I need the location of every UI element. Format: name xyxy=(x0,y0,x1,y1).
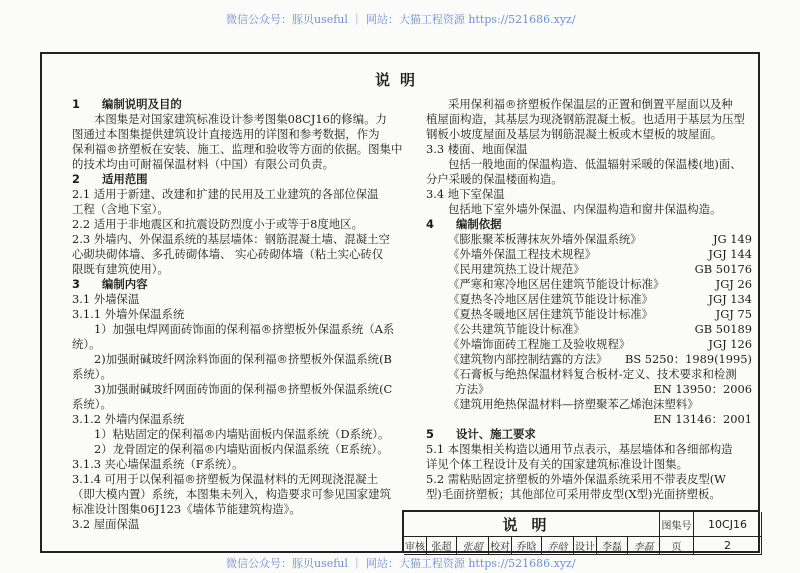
line-text: 包括一般地面的保温构造、低温辐射采暖的保温楼(地)面、 xyxy=(448,157,742,171)
line-text: 2.1 适用于新建、改建和扩建的民用及工业建筑的各部位保温 xyxy=(72,187,379,201)
reference-line xyxy=(426,367,752,382)
reference-line xyxy=(426,352,752,367)
line-text: 编制依据 xyxy=(456,217,502,231)
design-label: 设计 xyxy=(574,537,597,555)
line-text: 3.1.4 可用于以保利福®挤塑板为保温材料的无网现浇混凝土 xyxy=(72,472,378,486)
line-text: 2.3 外墙内、外保温系统的基层墙体：钢筋混凝土墙、混凝土空 xyxy=(72,232,390,246)
standard-code: JGJ 26 xyxy=(715,277,752,291)
standard-code: JGJ 134 xyxy=(708,292,752,306)
text-line xyxy=(72,307,394,322)
section-number: 5 xyxy=(426,427,434,441)
check-label: 校对 xyxy=(489,537,512,555)
title-block-title: 说明 xyxy=(404,512,660,537)
text-line xyxy=(72,382,394,397)
line-text: 包括地下室外墙外保温、内保温构造和窗井保温构造。 xyxy=(448,202,722,216)
standard-code: BS 5250：1989(1995) xyxy=(624,352,752,366)
reference-line xyxy=(426,232,752,247)
line-text: 本图集是对国家建筑标准设计参考图集08CJ16的修编。力 xyxy=(94,112,387,126)
text-line xyxy=(72,397,394,412)
text-line xyxy=(72,262,394,277)
page-title: 说明 xyxy=(374,71,425,89)
line-text: 统）。 xyxy=(72,337,101,351)
line-text: （即大模内置）系统，本图集未列入，构造要求可参见国家建筑 xyxy=(72,487,391,501)
line-text: 采用保利福®挤塑板作保温层的正置和倒置平屋面以及种 xyxy=(448,97,733,111)
text-line xyxy=(72,442,394,457)
text-line xyxy=(426,112,752,127)
line-text: 《夏热冬暖地区居住建筑节能设计标准》 xyxy=(448,307,654,321)
line-text: 2)加强耐碱玻纤网涂料饰面的保利福®挤塑板外保温系统(B xyxy=(94,352,392,366)
text-line xyxy=(72,142,403,157)
reviewer-name: 张超 xyxy=(427,537,457,555)
line-text: 3.1 外墙保温 xyxy=(72,292,140,306)
line-text: 《建筑物内部控制结露的方法》 xyxy=(448,352,608,366)
text-line xyxy=(72,202,394,217)
line-text: 标准设计图集06J123《墙体节能建筑构造》。 xyxy=(72,502,301,516)
section-heading xyxy=(72,97,394,112)
line-text: 钢板小坡度屋面及基层为钢筋混凝土板或木望板的坡屋面。 xyxy=(426,127,723,141)
line-text: 《石膏板与绝热保温材料复合板材-定义、技术要求和检测 xyxy=(448,367,737,381)
text-line xyxy=(426,172,752,187)
page-label: 页 xyxy=(660,537,694,555)
text-line xyxy=(72,502,394,517)
text-line xyxy=(72,292,394,307)
line-text: 《建筑用绝热保温材料—挤塑聚苯乙烯泡沫塑料》 xyxy=(448,397,699,411)
line-text: 2.2 适用于非地震区和抗震设防烈度小于或等于8度地区。 xyxy=(72,217,363,231)
line-text: 型)毛面挤塑板；其他部位可采用带皮型(X型)光面挤塑板。 xyxy=(426,487,721,501)
section-heading xyxy=(72,172,394,187)
line-text: 1）粘贴固定的保利福®内墙贴面板内保温系统（D系统）。 xyxy=(94,427,390,441)
line-text: 《外墙饰面砖工程施工及验收规程》 xyxy=(448,337,631,351)
text-line xyxy=(72,472,394,487)
atlas-number: 10CJ16 xyxy=(694,512,762,537)
text-line xyxy=(426,127,752,142)
text-line xyxy=(72,217,394,232)
text-line xyxy=(426,187,752,202)
line-text: 5.2 需粘贴固定挤塑板的外墙外保温系统采用不带表皮型(W xyxy=(426,472,726,486)
line-text: 3.1.2 外墙内保温系统 xyxy=(72,412,185,426)
line-text: 心砌块砌体墙、多孔砖砌体墙、 实心砖砌体墙（粘土实心砖仅 xyxy=(72,247,384,261)
text-line xyxy=(426,97,752,112)
text-line xyxy=(72,247,394,262)
section-number: 1 xyxy=(72,97,80,111)
right-column xyxy=(426,97,752,502)
text-line xyxy=(72,517,394,532)
watermark-bottom: 微信公众号：豚贝useful ｜ 网站：大猫工程资源 https://521686.xyz/ xyxy=(226,557,576,570)
reference-line xyxy=(426,277,752,292)
text-line xyxy=(72,232,394,247)
standard-code: GB 50189 xyxy=(694,322,752,336)
standard-code: JGJ 126 xyxy=(708,337,752,351)
text-line xyxy=(72,352,394,367)
section-number: 3 xyxy=(72,277,80,291)
text-line xyxy=(72,127,394,142)
reviewer-signature: 张超 xyxy=(457,537,489,555)
page-number: 2 xyxy=(694,537,762,555)
reference-line xyxy=(426,307,752,322)
line-text: 2）龙骨固定的保利福®内墙贴面板内保温系统（E系统）。 xyxy=(94,442,389,456)
line-text: 5.1 本图集相关构造以通用节点表示，基层墙体和各细部构造 xyxy=(426,442,733,456)
text-line xyxy=(72,457,394,472)
line-text: 3)加强耐碱玻纤网面砖饰面的保利福®挤塑板外保温系统(C xyxy=(94,382,393,396)
line-text: 3.4 地下室保温 xyxy=(426,187,505,201)
text-line xyxy=(72,487,394,502)
section-number: 2 xyxy=(72,172,80,186)
standard-code: EN 13146：2001 xyxy=(653,412,752,426)
reference-line xyxy=(426,397,752,412)
watermark-top: 微信公众号：豚贝useful ｜ 网站：大猫工程资源 https://521686.xyz/ xyxy=(226,13,576,26)
line-text: 《外墙外保温工程技术规程》 xyxy=(448,247,597,261)
reference-line xyxy=(426,337,752,352)
standard-code: EN 13950：2006 xyxy=(653,382,752,396)
text-line xyxy=(72,112,394,127)
line-text: 分户采暖的保温楼面构造。 xyxy=(426,172,563,186)
line-text: 的技术均由可耐福保温材料（中国）有限公司负责。 xyxy=(72,157,334,171)
text-line xyxy=(426,442,752,457)
section-number: 4 xyxy=(426,217,434,231)
text-line xyxy=(72,367,394,382)
line-text: 《民用建筑热工设计规范》 xyxy=(448,262,585,276)
reference-line xyxy=(426,247,752,262)
checker-signature: 乔晗 xyxy=(542,537,574,555)
reference-line xyxy=(426,382,752,397)
line-text: 图通过本图集提供建筑设计直接选用的详图和参考数据，作为 xyxy=(72,127,380,141)
standard-code: GB 50176 xyxy=(694,262,752,276)
line-text: 保利福®挤塑板在安装、施工、监理和验收等方面的依据。图集中 xyxy=(72,142,403,156)
text-line xyxy=(72,412,394,427)
line-text: 编制内容 xyxy=(102,277,148,291)
line-text: 3.2 屋面保温 xyxy=(72,517,140,531)
line-text: 编制说明及目的 xyxy=(102,97,182,111)
title-block xyxy=(402,510,760,553)
line-text: 系统）。 xyxy=(72,367,112,381)
reference-line xyxy=(426,322,752,337)
line-text: 详见个体工程设计及有关的国家建筑标准设计图集。 xyxy=(426,457,688,471)
line-text: 《膨胀聚苯板薄抹灰外墙外保温系统》 xyxy=(448,232,642,246)
line-text: 1）加强电焊网面砖饰面的保利福®挤塑板外保温系统（A系 xyxy=(94,322,395,336)
line-text: 3.3 楼面、地面保温 xyxy=(426,142,528,156)
review-label: 审核 xyxy=(404,537,427,555)
line-text: 植屋面构造，其基层为现浇钢筋混凝土板。也适用于基层为压型 xyxy=(426,112,745,126)
section-heading xyxy=(426,217,752,232)
line-text: 工程（含地下室）。 xyxy=(72,202,169,216)
text-line xyxy=(426,457,752,472)
line-text: 3.1.1 外墙外保温系统 xyxy=(72,307,185,321)
designer-name: 李磊 xyxy=(597,537,628,555)
reference-line xyxy=(426,292,752,307)
text-line xyxy=(72,337,394,352)
text-line xyxy=(72,322,394,337)
line-text: 3.1.3 夹心墙保温系统（F系统）。 xyxy=(72,457,244,471)
text-line xyxy=(426,487,752,502)
text-line xyxy=(72,187,394,202)
standard-code: JG 149 xyxy=(712,232,752,246)
designer-signature: 李磊 xyxy=(628,537,660,555)
standard-code: JGJ 75 xyxy=(715,307,752,321)
left-column xyxy=(72,97,403,532)
line-text: 限既有建筑使用）。 xyxy=(72,262,169,276)
text-line xyxy=(426,142,752,157)
reference-line xyxy=(426,412,752,427)
line-text: 适用范围 xyxy=(102,172,148,186)
section-heading xyxy=(426,427,752,442)
standard-code: JGJ 144 xyxy=(708,247,752,261)
line-text: 《公共建筑节能设计标准》 xyxy=(448,322,585,336)
line-text: 《夏热冬冷地区居住建筑节能设计标准》 xyxy=(448,292,654,306)
line-text: 系统）。 xyxy=(72,397,112,411)
text-line xyxy=(72,427,394,442)
section-heading xyxy=(72,277,394,292)
text-line xyxy=(426,157,752,172)
checker-name: 乔晗 xyxy=(512,537,542,555)
text-line xyxy=(72,157,394,172)
text-line xyxy=(426,202,752,217)
reference-line xyxy=(426,262,752,277)
atlas-number-label: 图集号 xyxy=(660,512,694,537)
line-text: 《严寒和寒冷地区居住建筑节能设计标准》 xyxy=(448,277,665,291)
line-text: 设计、施工要求 xyxy=(456,427,536,441)
line-text: 方法》 xyxy=(448,382,490,396)
text-line xyxy=(426,472,752,487)
